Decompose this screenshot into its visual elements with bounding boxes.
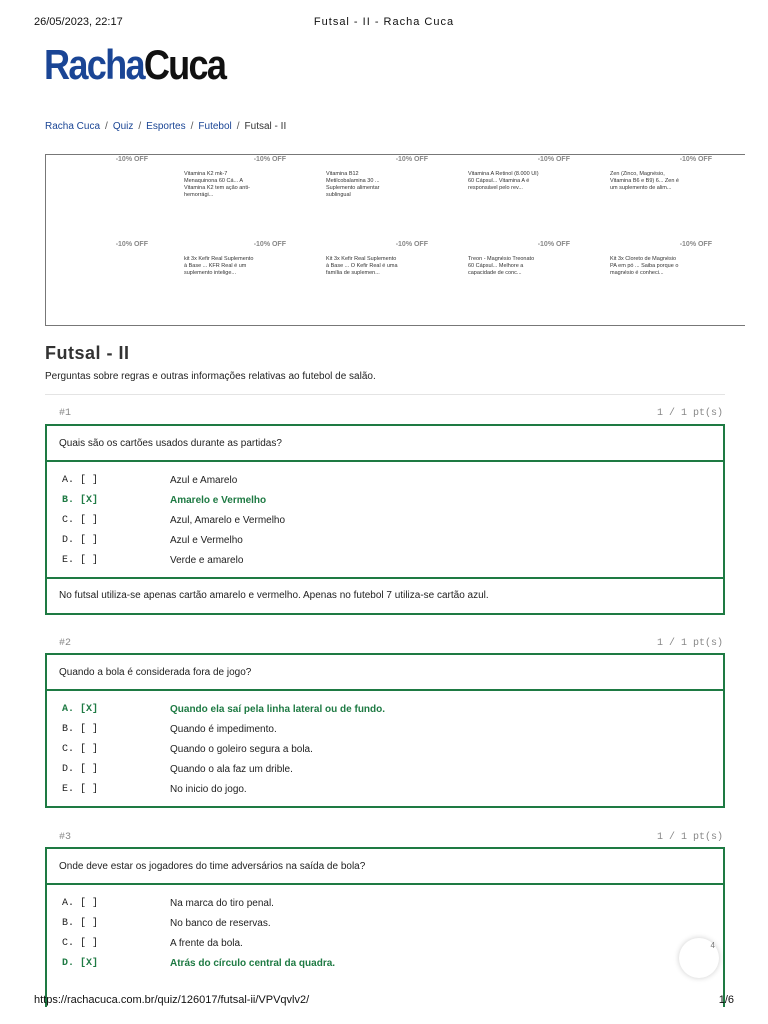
discount-badge: -10% OFF [679,156,712,163]
answer-option[interactable] [47,935,723,955]
answer-option-correct[interactable] [47,492,723,512]
product-ad[interactable] [46,240,188,310]
option-letter: B. [X] [62,495,99,506]
option-text: Na marca do tiro penal. [170,898,274,909]
product-ad[interactable] [468,155,610,225]
option-letter: C. [ ] [62,938,99,949]
answer-option[interactable] [47,741,723,761]
answer-option[interactable] [47,761,723,781]
answer-option-correct[interactable] [47,955,723,975]
discount-badge: -10% OFF [395,241,428,248]
option-letter: E. [ ] [62,555,99,566]
option-letter: B. [ ] [62,724,99,735]
question-header [59,832,723,844]
breadcrumb-separator: / [138,121,142,132]
logo-part-cuca: Cuca [143,41,226,88]
question-number: #2 [59,638,72,649]
page-description: Perguntas sobre regras e outras informações relativas ao futebol de salão. [45,371,376,382]
option-letter: D. [ ] [62,764,99,775]
question-number: #3 [59,832,72,843]
option-text: Amarelo e Vermelho [170,495,267,506]
print-header [34,16,734,30]
answer-option[interactable] [47,895,723,915]
answer-option[interactable] [47,915,723,935]
answer-option[interactable] [47,532,723,552]
discount-badge: -10% OFF [537,156,570,163]
question-header [59,638,723,650]
product-ad-description: Vitamina A Retinol (8.000 UI) 60 Cápsul... Vitamina A é responsável pelo rev... [468,171,539,191]
option-letter: C. [ ] [62,515,99,526]
question-text: Onde deve estar os jogadores do time adversários na saída de bola? [47,849,723,885]
answer-option[interactable] [47,552,723,572]
question-points: 1 / 1 pt(s) [656,832,723,843]
print-url: https://rachacuca.com.br/quiz/126017/futsal-ii/VPVqvlv2/ [34,994,310,1006]
option-text: A frente da bola. [170,938,243,949]
product-ad[interactable] [326,155,468,225]
breadcrumb [45,121,286,132]
answer-option[interactable] [47,721,723,741]
scroll-page-indicator[interactable] [679,938,719,978]
option-letter: E. [ ] [62,784,99,795]
page-indicator-number: 4 [710,941,715,950]
product-ad[interactable] [610,240,752,310]
breadcrumb-separator: / [190,121,194,132]
breadcrumb-separator: / [105,121,108,132]
logo-part-racha: Racha [44,41,144,88]
discount-badge: -10% OFF [395,156,428,163]
product-ad-description: Vitamina K2 mk-7 Menaquinona 60 Cá... A Vitamina K2 tem ação anti-hemorrági... [184,171,250,198]
divider [45,394,725,395]
answer-option-correct[interactable] [47,701,723,721]
option-letter: C. [ ] [62,744,99,755]
option-text: Quando o ala faz um drible. [170,764,293,775]
print-footer [34,994,734,1008]
print-page-number: 1/6 [718,994,734,1006]
question-text: Quais são os cartões usados durante as partidas? [47,426,723,462]
discount-badge: -10% OFF [253,156,286,163]
question-card [45,847,725,1007]
print-title: Futsal - II - Racha Cuca [313,16,455,28]
option-text: Atrás do círculo central da quadra. [170,958,336,969]
option-text: Quando o goleiro segura a bola. [170,744,313,755]
option-text: Azul e Amarelo [170,475,238,486]
product-ad[interactable] [46,155,188,225]
question-points: 1 / 1 pt(s) [656,638,723,649]
option-letter: D. [X] [62,958,99,969]
discount-badge: -10% OFF [115,241,148,248]
option-letter: B. [ ] [62,918,99,929]
answer-option[interactable] [47,781,723,801]
product-ad[interactable] [184,155,326,225]
option-text: Quando é impedimento. [170,724,277,735]
discount-badge: -10% OFF [253,241,286,248]
option-text: No inicio do jogo. [170,784,247,795]
option-text: Azul e Vermelho [170,535,243,546]
print-date: 26/05/2023, 22:17 [34,16,123,28]
option-text: Verde e amarelo [170,555,244,566]
breadcrumb-link-futebol[interactable]: Futebol [198,121,232,132]
answer-option[interactable] [47,472,723,492]
ads-row-1 [46,155,746,235]
product-ad-description: kit 3x Kefir Real Suplemento à Base ... KFR Real é um suplemento intelige... [184,256,254,276]
discount-badge: -10% OFF [679,241,712,248]
breadcrumb-link-quiz[interactable]: Quiz [112,121,134,132]
answer-option[interactable] [47,512,723,532]
answer-options [47,691,723,806]
product-ad[interactable] [468,240,610,310]
product-ad-description: Kit 3x Kefir Real Suplemento à Base ... O Kefir Real é uma família de suplemen... [326,256,398,276]
breadcrumb-separator: / [236,121,240,132]
breadcrumb-current: Futsal - II [244,121,287,132]
discount-badge: -10% OFF [537,241,570,248]
product-ad-description: Kit 3x Cloreto de Magnésio PA em pó ... Saiba porque o magnésio é conheci... [610,256,679,276]
product-ad-description: Vitamina B12 Metilcobalamina 30 ... Suplemento alimentar sublingual [326,171,380,198]
product-ad[interactable] [184,240,326,310]
question-text: Quando a bola é considerada fora de jogo? [47,655,723,691]
page-title: Futsal - II [45,343,130,363]
product-ad[interactable] [326,240,468,310]
product-ad-description: Zen (Zinco, Magnésio, Vitamina B6 e B9) 6... Zen é um suplemento de alim... [610,171,679,191]
option-letter: D. [ ] [62,535,99,546]
option-letter: A. [X] [62,704,99,715]
product-ad[interactable] [610,155,752,225]
question-points: 1 / 1 pt(s) [656,408,723,419]
answer-explanation: No futsal utiliza-se apenas cartão amarelo e vermelho. Apenas no futebol 7 utiliza-se cartão azul. [47,577,723,613]
option-text: Azul, Amarelo e Vermelho [170,515,286,526]
racha-cuca-logo[interactable] [44,42,225,88]
ads-row-2 [46,240,746,320]
question-header [59,408,723,420]
breadcrumb-link-esportes[interactable]: Esportes [146,121,186,132]
option-text: No banco de reservas. [170,918,271,929]
question-card [45,424,725,615]
discount-badge: -10% OFF [115,156,148,163]
question-card [45,653,725,808]
breadcrumb-link-home[interactable]: Racha Cuca [45,121,101,132]
product-ad-description: Treon - Magnésio Treonato 60 Cápsul... Melhore a capacidade de conc... [468,256,535,276]
answer-options [47,885,723,980]
option-letter: A. [ ] [62,898,99,909]
option-text: Quando ela saí pela linha lateral ou de fundo. [170,704,386,715]
product-ads-banner [45,154,745,326]
answer-options [47,462,723,577]
question-number: #1 [59,408,72,419]
option-letter: A. [ ] [62,475,99,486]
